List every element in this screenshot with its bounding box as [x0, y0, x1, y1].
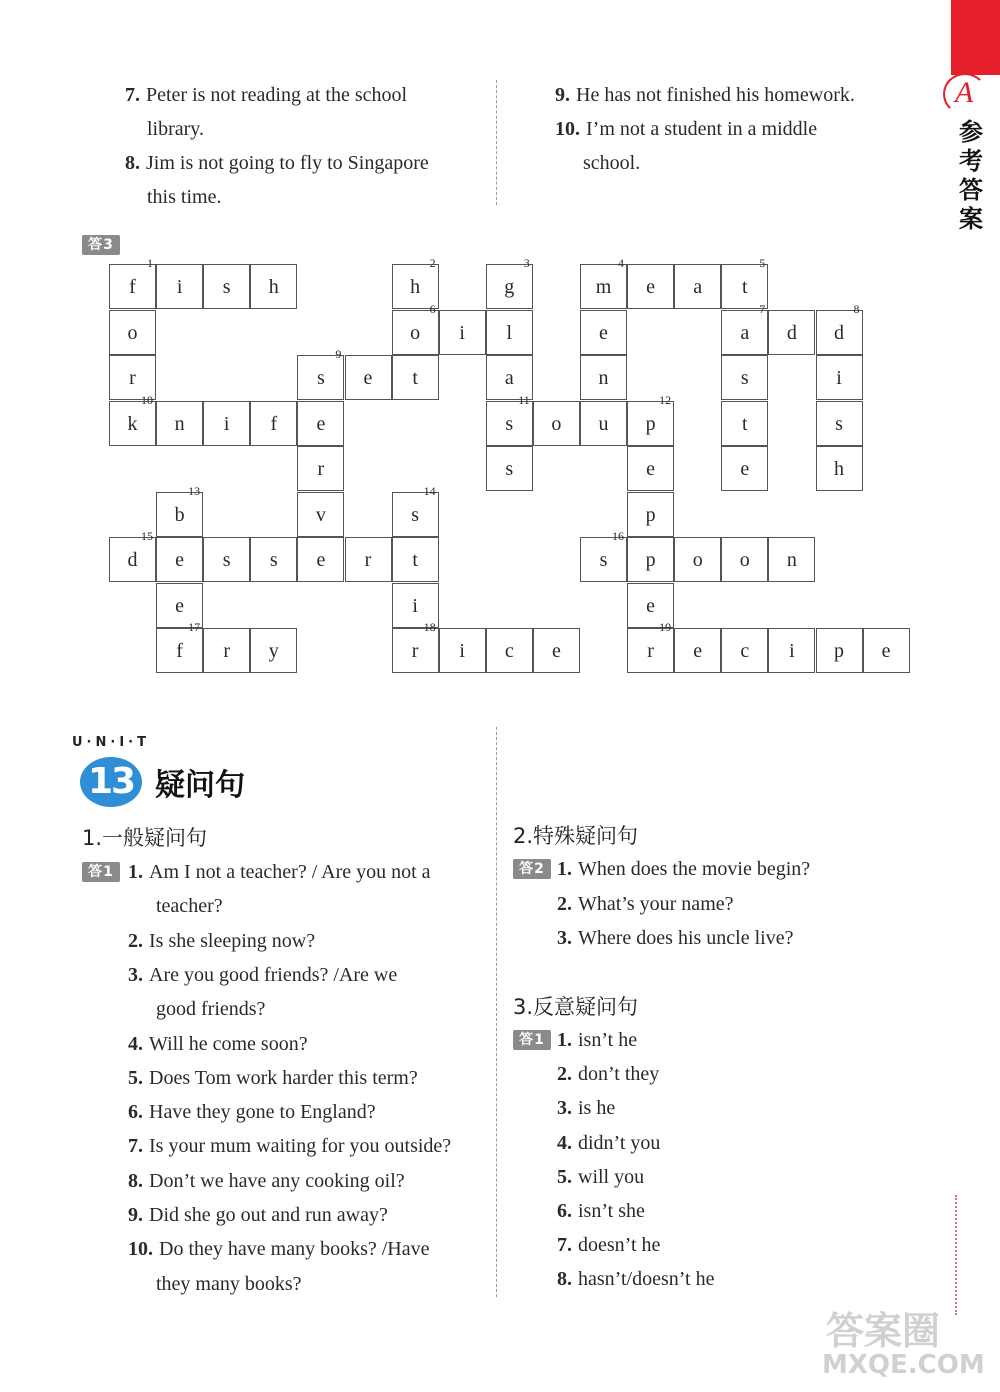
crossword-cell — [297, 347, 344, 400]
answer-number: 1. — [557, 858, 572, 880]
crossword-cell — [297, 492, 344, 537]
cell-letter: m — [595, 276, 612, 298]
cell-letter: e — [599, 321, 608, 344]
crossword-cell — [203, 537, 250, 582]
cell-letter: e — [646, 594, 656, 617]
answer-text: Have they gone to England? — [149, 1101, 376, 1124]
cell-letter: n — [174, 412, 185, 435]
clue-number: 6 — [429, 301, 436, 316]
cell-letter: c — [740, 640, 750, 662]
top-divider — [496, 80, 497, 205]
answer-line — [557, 852, 810, 886]
answer-line — [128, 1027, 308, 1061]
answer-text: Do they have many books? /Have — [159, 1238, 430, 1261]
clue-number: 15 — [141, 529, 153, 543]
crossword-cell — [250, 628, 297, 673]
crossword-cell — [109, 256, 156, 309]
crossword-cell — [156, 264, 203, 309]
clue-number: 10 — [141, 392, 153, 407]
clue-number: 7 — [759, 301, 766, 316]
cell-letter: h — [834, 458, 844, 480]
answer-line — [125, 146, 429, 180]
cell-letter: f — [129, 276, 136, 298]
crossword-cell — [627, 620, 674, 673]
crossword-cell — [203, 628, 250, 673]
answer-line — [557, 887, 734, 921]
cell-letter: g — [504, 276, 515, 298]
cell-letter: d — [786, 321, 797, 344]
cell-letter: t — [412, 367, 418, 389]
section2-badge: 答2 — [513, 859, 551, 879]
clue-number: 16 — [612, 529, 624, 543]
crossword-cell — [486, 256, 533, 309]
cell-letter: b — [174, 503, 185, 526]
cell-letter: s — [222, 276, 231, 298]
crossword-cell — [721, 446, 768, 491]
section3-badge: 答1 — [513, 1030, 551, 1050]
cell-letter: e — [363, 367, 373, 389]
crossword-cell — [297, 401, 344, 446]
answer-line — [128, 1095, 376, 1129]
crossword-cell — [486, 446, 533, 491]
crossword-cell — [768, 310, 815, 355]
answer-line — [557, 1023, 637, 1057]
answer-number: 10. — [128, 1238, 153, 1261]
answer-text: What’s your name? — [578, 892, 734, 915]
answer-text: Does Tom work harder this term? — [149, 1066, 418, 1089]
crossword-cell — [297, 446, 344, 491]
cell-letter: e — [646, 276, 656, 298]
cell-letter: e — [316, 549, 326, 571]
cell-letter: e — [693, 640, 703, 662]
crossword-cell — [109, 310, 156, 355]
clue-number: 5 — [759, 256, 766, 270]
unit-label: U·N·I·T — [72, 735, 150, 750]
section1-badge: 答1 — [82, 862, 120, 882]
cell-letter: o — [692, 549, 703, 571]
cell-letter: a — [504, 367, 514, 389]
cell-letter: i — [176, 276, 183, 298]
cell-letter: r — [129, 367, 136, 389]
answer-text: didn’t you — [578, 1131, 661, 1154]
answer-badge: 答3 — [82, 235, 120, 255]
crossword-cell — [345, 355, 392, 400]
crossword-cell — [721, 628, 768, 673]
answer-line — [128, 958, 397, 992]
cell-letter: e — [175, 549, 185, 571]
answer-number: 7. — [125, 84, 140, 106]
cell-letter: k — [127, 412, 138, 435]
crossword-cell — [533, 401, 580, 446]
cell-letter: h — [410, 276, 421, 298]
answer-text: I’m not a student in a middle — [586, 118, 818, 140]
answer-text: Where does his uncle live? — [578, 927, 794, 949]
crossword-cell — [580, 401, 627, 446]
answer-text: hasn’t/doesn’t he — [578, 1268, 715, 1291]
crossword-cell — [203, 264, 250, 309]
answer-line — [557, 1194, 645, 1228]
answer-text: Don’t we have any cooking oil? — [149, 1169, 405, 1192]
cell-letter: f — [176, 640, 183, 662]
answer-text: doesn’t he — [578, 1234, 661, 1257]
crossword-cell — [156, 620, 203, 673]
cell-letter: s — [222, 549, 231, 571]
cell-letter: r — [647, 640, 654, 662]
cell-letter: d — [834, 321, 844, 344]
answer-number: 4. — [128, 1032, 143, 1055]
clue-number: 2 — [429, 256, 436, 270]
crossword-cell — [721, 401, 768, 446]
unit-number-badge: 13 — [80, 757, 142, 807]
answer-text: Did she go out and run away? — [149, 1204, 388, 1226]
cell-letter: p — [645, 412, 656, 435]
cell-letter: o — [410, 321, 421, 344]
answer-text: Is she sleeping now? — [149, 929, 316, 952]
answer-line — [557, 1091, 615, 1125]
cell-letter: r — [223, 640, 231, 662]
answer-line — [128, 1061, 418, 1095]
answer-line — [128, 1164, 405, 1198]
clue-number: 19 — [659, 620, 672, 634]
cell-letter: v — [315, 503, 326, 526]
cell-letter: r — [411, 640, 419, 662]
answer-line — [128, 1232, 429, 1266]
cell-letter: t — [412, 549, 418, 571]
answer-line — [557, 1160, 644, 1194]
crossword-cell — [297, 537, 344, 582]
answer-line — [125, 78, 407, 112]
answer-text: Will he come soon? — [149, 1032, 308, 1055]
answer-line — [128, 1129, 451, 1163]
crossword-cell — [627, 264, 674, 309]
side-dots — [955, 1195, 957, 1315]
answer-text: isn’t he — [578, 1029, 638, 1051]
cell-letter: u — [598, 412, 609, 435]
crossword-cell — [392, 301, 439, 355]
crossword-cell — [345, 537, 392, 582]
cell-letter: s — [740, 367, 749, 389]
watermark-url: MXQE.COM — [822, 1350, 985, 1380]
crossword-cell — [627, 392, 674, 446]
watermark-logo: 答案圈 — [826, 1309, 941, 1353]
section2-title: 2.特殊疑问句 — [513, 824, 639, 848]
answer-text: Am I not a teacher? / Are you not a — [149, 861, 431, 883]
clue-number: 8 — [853, 301, 860, 316]
answer-number: 2. — [128, 929, 143, 952]
cell-letter: p — [645, 503, 656, 526]
answer-number: 9. — [555, 84, 570, 106]
crossword-cell — [486, 310, 533, 355]
answer-number: 1. — [128, 861, 143, 883]
crossword-cell — [674, 628, 721, 673]
cell-letter: t — [742, 276, 748, 298]
cell-letter: e — [551, 640, 561, 662]
cell-letter: a — [740, 321, 750, 344]
cell-letter: t — [742, 412, 748, 435]
answer-line: good friends? — [156, 998, 266, 1021]
crossword-cell — [674, 537, 721, 582]
cell-letter: y — [268, 640, 279, 662]
answer-number: 4. — [557, 1131, 572, 1154]
crossword-cell — [533, 628, 580, 673]
cell-letter: a — [693, 276, 703, 298]
cell-letter: i — [836, 367, 842, 389]
clue-number: 13 — [188, 483, 201, 498]
cell-letter: o — [127, 321, 138, 344]
cell-letter: d — [127, 549, 138, 571]
cell-letter: i — [459, 321, 465, 344]
answer-number: 8. — [125, 152, 140, 174]
crossword-cell — [627, 537, 674, 582]
answer-line — [557, 921, 793, 955]
crossword-cell — [580, 355, 627, 400]
answer-text: is he — [578, 1097, 616, 1120]
clue-number: 18 — [423, 620, 436, 634]
clue-number: 12 — [659, 392, 672, 407]
answer-line — [555, 78, 855, 112]
section3-title: 3.反意疑问句 — [513, 995, 639, 1019]
cell-letter: h — [268, 276, 279, 298]
cell-letter: r — [364, 549, 372, 571]
answer-text: isn’t she — [578, 1200, 645, 1222]
crossword-cell — [816, 401, 863, 446]
side-tab — [951, 0, 1000, 75]
answer-line — [128, 1198, 388, 1232]
cell-letter: n — [786, 549, 797, 571]
answer-number: 2. — [557, 1063, 572, 1086]
crossword-cell — [109, 392, 156, 446]
cell-letter: i — [223, 412, 230, 435]
answer-line: they many books? — [156, 1272, 302, 1295]
answer-text: Jim is not going to fly to Singapore — [146, 152, 429, 174]
answer-number: 1. — [557, 1029, 572, 1051]
side-title: 参 考 答 案 — [959, 118, 983, 233]
crossword-cell — [439, 310, 486, 355]
section1-title: 1.一般疑问句 — [82, 826, 208, 850]
unit-title: 疑问句 — [155, 768, 245, 803]
crossword-cell — [580, 529, 627, 582]
crossword-cell — [580, 256, 627, 309]
crossword-cell — [863, 628, 910, 673]
cell-letter: r — [317, 458, 325, 480]
crossword-cell — [156, 537, 203, 582]
crossword-cell — [721, 537, 768, 582]
crossword-cell — [392, 483, 439, 537]
cell-letter: l — [506, 321, 513, 344]
cell-letter: s — [505, 458, 514, 480]
crossword-cell — [580, 310, 627, 355]
cell-letter: s — [505, 412, 514, 435]
answer-line — [557, 1057, 659, 1091]
answer-number: 5. — [128, 1066, 143, 1089]
clue-number: 14 — [423, 483, 436, 498]
crossword-cell — [768, 628, 815, 673]
sections-divider — [496, 727, 497, 1297]
crossword-cell — [109, 529, 156, 582]
crossword-cell — [156, 401, 203, 446]
answer-line — [128, 855, 431, 889]
answer-number: 6. — [557, 1200, 572, 1222]
clue-number: 4 — [618, 256, 624, 270]
a-mark: A — [955, 76, 974, 109]
answer-number: 3. — [557, 927, 572, 949]
answer-number: 6. — [128, 1101, 143, 1124]
clue-number: 1 — [147, 256, 153, 270]
cell-letter: o — [551, 412, 562, 435]
answer-text: He has not finished his homework. — [576, 84, 855, 106]
crossword-cell — [250, 537, 297, 582]
crossword-cell — [392, 355, 439, 400]
answer-text: When does the movie begin? — [578, 858, 811, 880]
answer-number: 3. — [128, 963, 143, 986]
cell-letter: p — [834, 640, 844, 662]
clue-number: 17 — [188, 620, 201, 634]
answer-text: Are you good friends? /Are we — [149, 963, 398, 986]
crossword-cell — [816, 628, 863, 673]
answer-line — [128, 924, 315, 958]
answer-line: teacher? — [156, 895, 223, 918]
clue-number: 3 — [523, 256, 530, 270]
answer-number: 7. — [557, 1234, 572, 1257]
cell-letter: f — [270, 412, 278, 435]
answer-line — [557, 1126, 660, 1160]
cell-letter: i — [412, 594, 418, 617]
answer-number: 5. — [557, 1165, 572, 1188]
answer-line: school. — [583, 152, 641, 174]
cell-letter: e — [740, 458, 750, 480]
crossword-cell — [156, 483, 203, 537]
answer-line: this time. — [147, 186, 222, 208]
answer-line — [557, 1262, 714, 1296]
cell-letter: n — [598, 367, 609, 389]
answer-number: 3. — [557, 1097, 572, 1120]
crossword-cell — [486, 628, 533, 673]
answer-text: Is your mum waiting for you outside? — [149, 1135, 452, 1158]
crossword-cell — [674, 264, 721, 309]
answer-number: 8. — [128, 1169, 143, 1192]
cell-letter: i — [459, 640, 465, 662]
crossword-cell — [392, 537, 439, 582]
answer-number: 9. — [128, 1204, 143, 1226]
answer-text: will you — [578, 1165, 645, 1188]
crossword-cell — [627, 492, 674, 537]
crossword-cell — [627, 446, 674, 491]
cell-letter: i — [789, 640, 795, 662]
crossword-cell — [816, 446, 863, 491]
crossword-cell — [250, 401, 297, 446]
cell-letter: s — [269, 549, 278, 571]
cell-letter: s — [411, 503, 419, 526]
cell-letter: o — [739, 549, 750, 571]
crossword-cell — [392, 620, 439, 673]
crossword-cell — [816, 355, 863, 400]
answer-text: don’t they — [578, 1063, 660, 1086]
cell-letter: e — [646, 458, 656, 480]
cell-letter: s — [316, 367, 325, 389]
cell-letter: p — [645, 549, 656, 571]
answer-number: 2. — [557, 892, 572, 915]
crossword-cell — [250, 264, 297, 309]
cell-letter: s — [835, 412, 843, 435]
cell-letter: c — [504, 640, 514, 662]
cell-letter: s — [599, 549, 608, 571]
crossword-cell — [768, 537, 815, 582]
answer-number: 7. — [128, 1135, 143, 1158]
crossword-cell — [816, 301, 863, 355]
crossword-cell — [439, 628, 486, 673]
answer-number: 10. — [555, 118, 580, 140]
cell-letter: e — [316, 412, 326, 435]
answer-line — [555, 112, 817, 146]
clue-number: 9 — [335, 347, 342, 361]
answer-text: Peter is not reading at the school — [146, 84, 408, 106]
cell-letter: e — [175, 594, 185, 617]
clue-number: 11 — [518, 392, 530, 407]
crossword-cell — [486, 392, 533, 446]
cell-letter: e — [881, 640, 891, 662]
answer-line: library. — [147, 118, 205, 140]
answer-line — [557, 1228, 660, 1262]
crossword-cell — [203, 401, 250, 446]
crossword-cell — [721, 301, 768, 355]
answer-number: 8. — [557, 1268, 572, 1291]
crossword-cell — [721, 355, 768, 400]
